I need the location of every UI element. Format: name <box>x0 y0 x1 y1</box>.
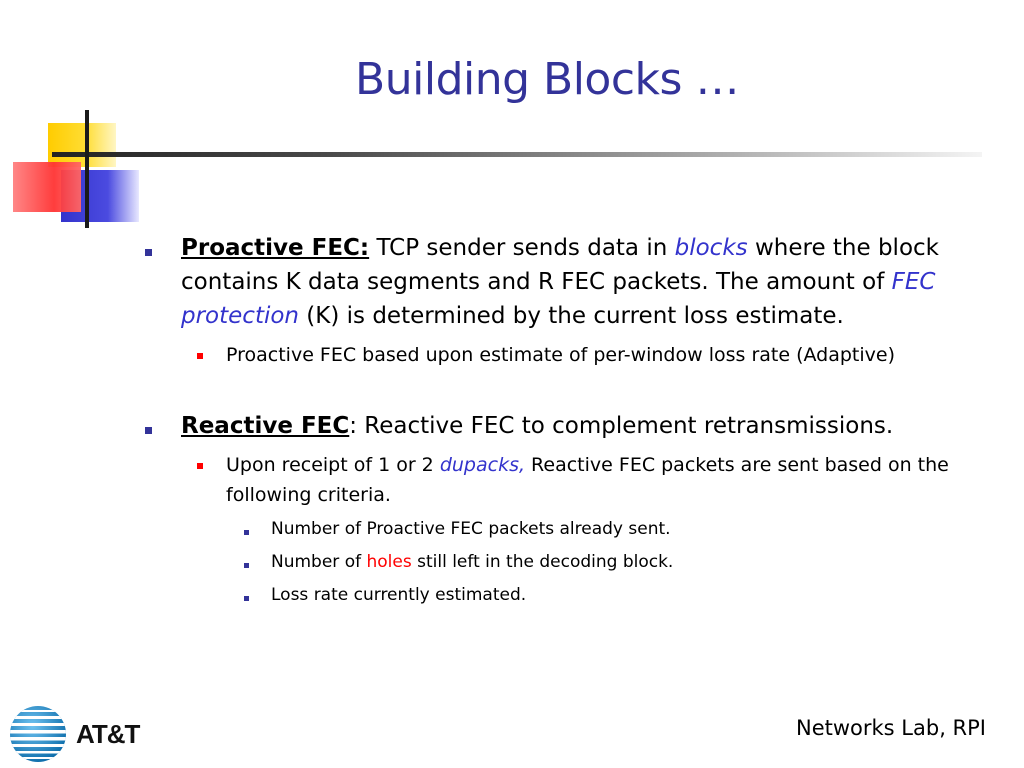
red-square-decoration <box>13 162 81 212</box>
sub-sub-bullet-marker <box>244 596 249 601</box>
bullet-text: TCP sender sends data in <box>369 235 675 261</box>
logo-wordmark: AT&T <box>76 719 140 749</box>
bullet-text: : Reactive FEC to complement retransmissions. <box>349 413 894 439</box>
bullet-lead: Reactive FEC <box>181 413 350 439</box>
bullet-text: Number of <box>271 552 367 572</box>
bullet-text: (K) is determined by the current loss estimate. <box>299 303 844 329</box>
bullet-text: Upon receipt of 1 or 2 <box>226 454 440 476</box>
criteria-item: Loss rate currently estimated. <box>271 585 527 605</box>
criteria-item <box>271 546 971 578</box>
att-logo <box>8 704 148 764</box>
bullet-marker <box>145 249 152 256</box>
bullet-lead: Proactive FEC: <box>181 235 370 261</box>
sub-bullet-adaptive: Proactive FEC based upon estimate of per-window loss rate (Adaptive) <box>226 344 895 366</box>
bullet-text: Reactive FEC packets are sent based on the following criteria. <box>226 454 949 506</box>
sub-bullet-marker <box>197 353 203 359</box>
slide-title: Building Blocks … <box>355 54 739 105</box>
bullet-emphasis: dupacks, <box>439 454 526 476</box>
bullet-proactive-fec <box>181 231 1011 333</box>
sub-bullet-dupacks <box>226 450 966 510</box>
vertical-accent-line <box>85 110 89 228</box>
sub-sub-bullet-marker <box>244 563 249 568</box>
criteria-item: Number of Proactive FEC packets already sent. <box>271 519 671 539</box>
globe-icon <box>8 704 70 764</box>
bullet-marker <box>145 427 152 434</box>
bullet-reactive-fec <box>181 409 1011 443</box>
sub-sub-bullet-marker <box>244 530 249 535</box>
sub-bullet-marker <box>197 463 203 469</box>
title-divider-line <box>52 152 982 157</box>
corner-decoration <box>0 0 1024 240</box>
bullet-emphasis: FEC protection <box>181 269 936 329</box>
footer-text: Networks Lab, RPI <box>796 716 986 740</box>
bullet-highlight: holes <box>366 552 412 572</box>
bullet-emphasis: blocks <box>674 235 748 261</box>
bullet-text: still left in the decoding block. <box>411 552 674 572</box>
yellow-square-decoration <box>48 123 116 167</box>
bullet-text: where the block contains K data segments and R FEC packets. The amount of <box>181 235 939 295</box>
